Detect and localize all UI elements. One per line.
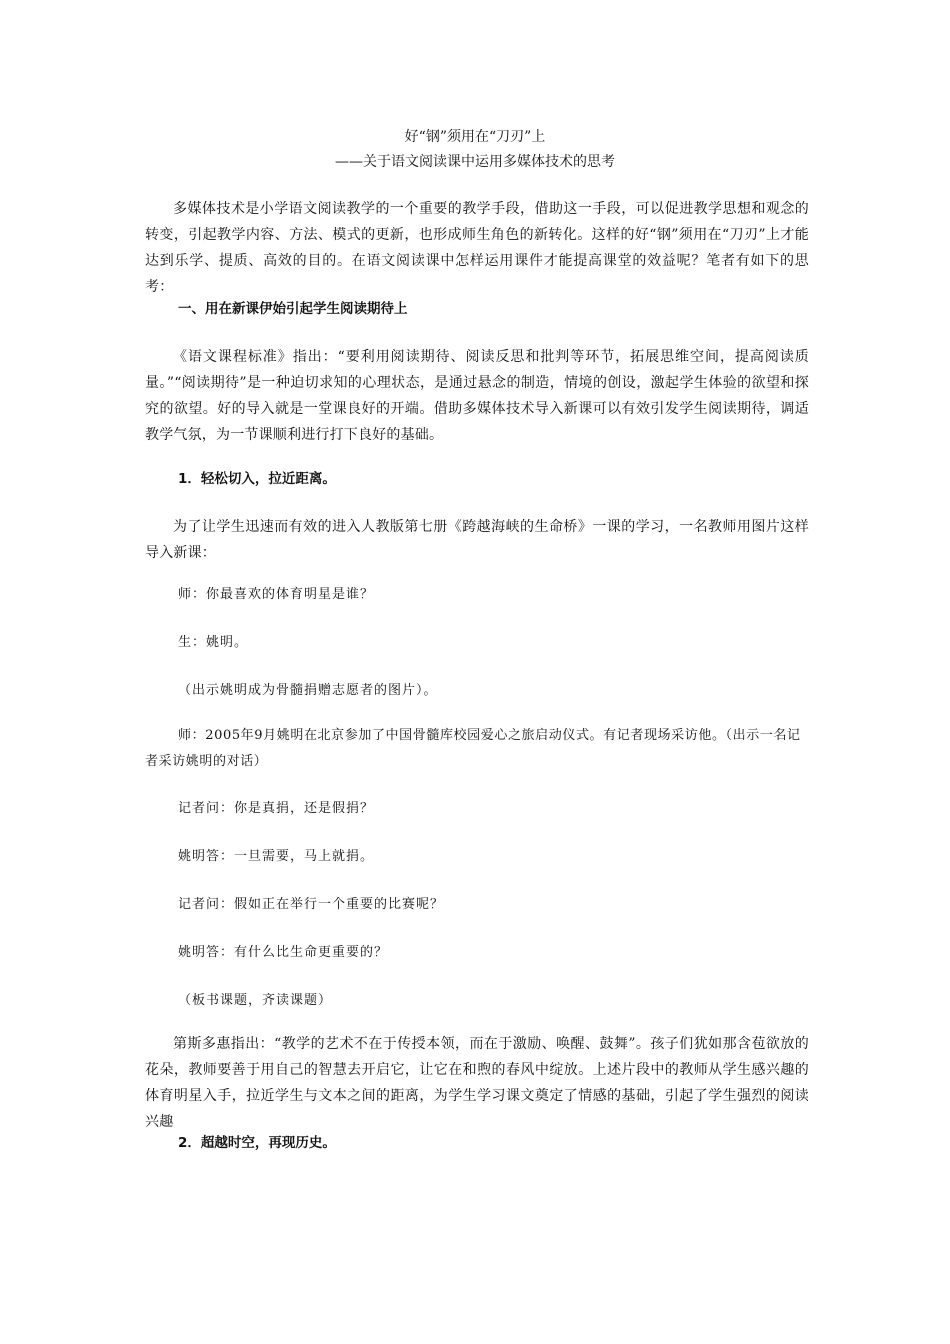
dialog-line: 记者问：假如正在举行一个重要的比赛呢？ [178,897,445,912]
dialog-line: （板书课题，齐读课题） [178,993,333,1008]
document-title: 好“钢”须用在“刀刃”上 [404,129,546,145]
subsection-2-heading: 2．超越时空，再现历史。 [178,1135,336,1151]
section-1-heading: 一、用在新课伊始引起学生阅读期待上 [178,301,408,317]
dialog-line: 师：你最喜欢的体育明星是谁？ [178,587,375,602]
intro-paragraph: 多媒体技术是小学语文阅读教学的一个重要的教学手段，借助这一手段，可以促进教学思想和观念的转变，引起教学内容、方法、模式的更新，也形成师生角色的新转化。这样的好“钢”须用在“刀刃”上才能达到乐学、提质、高效的目的。在语文阅读课中怎样运用课件才能提高课堂的效益呢？笔者有如下的思考： [145,201,809,295]
dialog-line: 姚明答：一旦需要，马上就捐。 [178,849,375,864]
dialog-long-line: 师：2005年9月姚明在北京参加了中国骨髓库校园爱心之旅启动仪式。有记者现场采访他。（出示一名记者采访姚明的对话） [145,728,801,769]
subsection-1-heading: 1．轻松切入，拉近距离。 [178,471,336,487]
subsection-1-comment: 第斯多惠指出：“教学的艺术不在于传授本领，而在于激励、唤醒、鼓舞”。孩子们犹如那含苞欲放的花朵，教师要善于用自己的智慧去开启它，让它在和煦的春风中绽放。上述片段中的教师从学生感兴趣的体育明星入手，拉近学生与文本之间的距离，为学生学习课文奠定了情感的基础，引起了学生强烈的阅读兴趣 [145,1036,809,1130]
dialog-line: （出示姚明成为骨髓捐赠志愿者的图片）。 [178,683,438,698]
dialog-line: 生：姚明。 [178,635,249,650]
dialog-line: 记者问：你是真捐，还是假捐？ [178,801,375,816]
section-1-paragraph: 《语文课程标准》指出：“要利用阅读期待、阅读反思和批判等环节，拓展思维空间，提高阅读质量。”“阅读期待”是一种迫切求知的心理状态，是通过悬念的制造，情境的创设，激起学生体验的欲望和探究的欲望。好的导入就是一堂课良好的开端。借助多媒体技术导入新课可以有效引发学生阅读期待，调适教学气氛，为一节课顺利进行打下良好的基础。 [145,349,809,443]
document-subtitle: ——关于语文阅读课中运用多媒体技术的思考 [335,154,615,170]
dialog-line: 姚明答：有什么比生命更重要的？ [178,945,389,960]
subsection-1-paragraph: 为了让学生迅速而有效的进入人教版第七册《跨越海峡的生命桥》一课的学习，一名教师用图片这样导入新课： [145,519,809,561]
